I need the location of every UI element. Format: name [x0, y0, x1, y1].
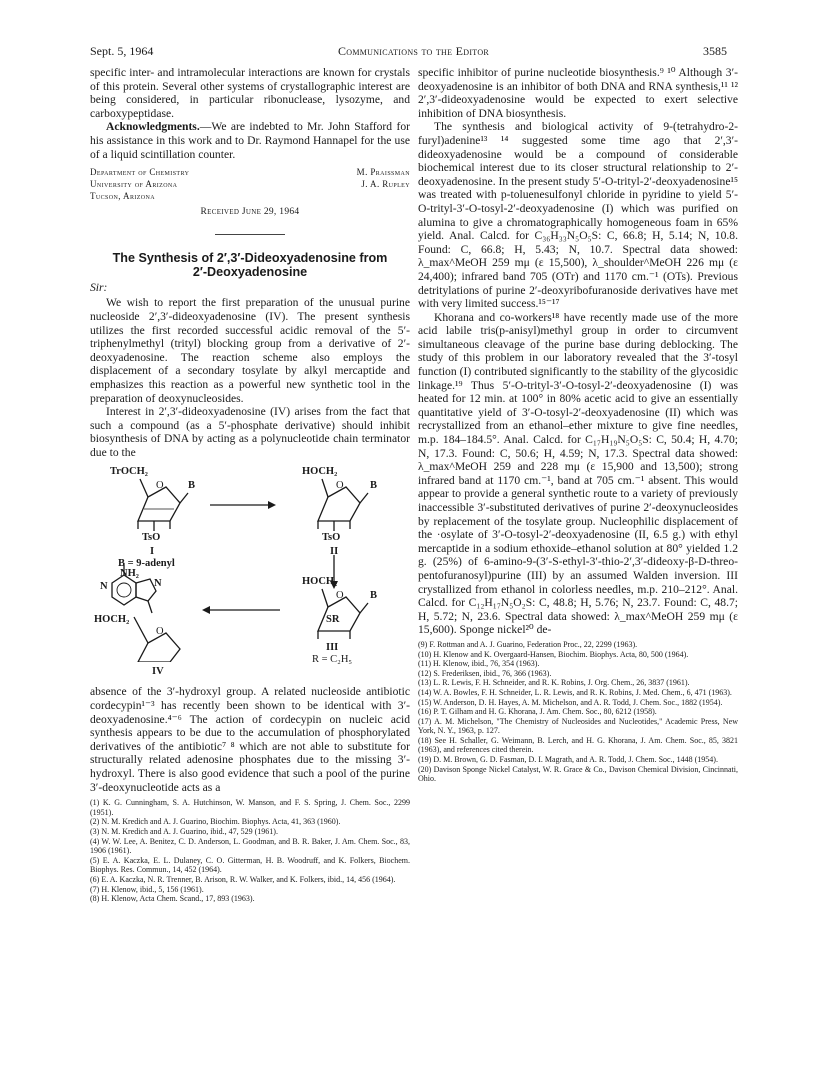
reference-item: (19) D. M. Brown, G. D. Fasman, D. I. Magrath, and A. R. Todd, J. Chem. Soc., 1448 (1954). — [418, 755, 718, 765]
compound-II-substituent: HOCH₂ — [302, 466, 338, 478]
reference-item: (20) Davison Sponge Nickel Catalyst, W. R. Grace & Co., Davison Chemical Division, Cincinnati, Ohio. — [418, 764, 738, 784]
body-paragraph: specific inhibitor of purine nucleotide biosynthesis.⁹ ¹⁰ Although 3′-deoxyadenosine is an inhibitor of both DNA and RNA synthesis,¹¹ ¹² 2′,3′-dideoxyadenosine would be expected to exert selective inhibition of DNA biosynthesis. — [418, 66, 738, 120]
ring-nitrogen-label: N — [154, 578, 162, 590]
reference-item: (3) N. M. Kredich and A. J. Guarino, ibid., 47, 529 (1961). — [90, 827, 278, 836]
compound-IV-caption — [90, 665, 410, 677]
reference-item: (5) E. A. Kaczka, E. L. Dulaney, C. O. Gitterman, H. B. Woodruff, and K. Folkers, Biochem. Biophys. Res. Commun., 14, 452 (1964). — [90, 855, 410, 875]
header-section-title: Communications to the Editor — [337, 44, 490, 58]
article-title — [90, 251, 410, 279]
reference-item: (7) H. Klenow, ibid., 5, 156 (1961). — [90, 884, 204, 894]
compound-IV-substituent: HOCH₂ — [94, 614, 130, 626]
base-definition: B = 9-adenyl — [118, 558, 175, 570]
ring-oxygen-label: O — [336, 590, 344, 602]
ring-oxygen-label: O — [156, 626, 164, 638]
base-label: B — [188, 480, 196, 492]
ring-oxygen-label: O — [336, 480, 344, 492]
acknowledgments-text: —We are indebted to Mr. John Stafford for his assistance in this work and to Dr. Raymond Hannapel for the use of a liquid scintillation counter. — [90, 120, 410, 161]
reference-item: (12) S. Frederiksen, ibid., 76, 366 (1963). — [418, 668, 552, 678]
reference-item: (14) W. A. Bowles, F. H. Schneider, L. R. Lewis, and R. K. Robins, J. Med. Chem., 6, 471 (1963). — [418, 687, 732, 697]
reference-item: (10) H. Klenow and K. Overgaard-Hansen, Biochim. Biophys. Acta, 80, 500 (1964). — [418, 649, 689, 659]
footnotes-left — [90, 798, 410, 904]
affiliation-line: Department of Chemistry — [90, 167, 190, 178]
footnotes-right — [418, 640, 738, 784]
left-column — [90, 66, 410, 904]
compound-number-I: I — [150, 546, 155, 558]
ring-nitrogen-label: N — [100, 581, 108, 593]
thioether-label: SR — [326, 614, 340, 626]
tosyloxy-label: TsO — [322, 532, 341, 544]
header-date: Sept. 5, 1964 — [90, 44, 154, 58]
reference-item: (4) W. W. Lee, A. Benitez, C. D. Anderson, L. Goodman, and B. R. Baker, J. Am. Chem. Soc., 83, 1906 (1961). — [90, 836, 410, 856]
tosyloxy-label: TsO — [142, 532, 161, 544]
base-label: B — [370, 590, 378, 602]
compound-I-substituent: TrOCH₂ — [110, 466, 148, 478]
body-paragraph: We wish to report the first preparation of the unusual purine nucleoside 2′,3′-dideoxyadenosine (IV). The present synthesis utilizes the first recorded successful acidic removal of the 5′-triphenylmethyl (trityl) blocking group from a derivative of 2′-deoxyadenosine. The reaction scheme also employs the displacement of a secondary tosylate by alkyl mercaptide and emphasizes this reaction as a powerful new synthetic tool in the preparation of deoxynucleosides. — [90, 296, 410, 405]
received-date: Received June 29, 1964 — [200, 207, 300, 218]
article-title-line: The Synthesis of 2′,3′-Dideoxyadenosine from — [112, 250, 388, 265]
compound-number-III: III — [326, 642, 339, 654]
reference-item: (17) A. M. Michelson, "The Chemistry of Nucleosides and Nucleotides," Academic Press, New York, N. Y., 1963, p. 127. — [418, 716, 738, 736]
reference-item: (15) W. Anderson, D. H. Hayes, A. M. Michelson, and A. R. Todd, J. Chem. Soc., 1882 (1954). — [418, 697, 723, 707]
acknowledgments — [90, 120, 410, 161]
article-title-line: 2′-Deoxyadenosine — [192, 264, 308, 279]
acknowledgments-label: Acknowledgments. — [106, 120, 200, 134]
body-paragraph: The synthesis and biological activity of 9-(tetrahydro-2-furyl)adenine¹³ ¹⁴ suggested some time ago that 2′,3′-dideoxyadenosine would be a compound of considerable biochemical interest due to its closer structural relationship to 2′-deoxyadenosine. In the present study 5′-O-trityl-2′-deoxyadenosine¹⁵ was treated with p-toluenesulfonyl chloride in pyridine to yield 5′-O-trityl-3′-O-tosyl-2′-deoxyadenosine (I) which was purified on alumina to give a chromatographically homogeneous foam in 65% yield. Anal. Calcd. for C₃₆H₃₃N₅O₅S: C, 66.8; H, 5.14; N, 10.8. Found: C, 66.8; H, 5.43; N, 10.7. Spectral data showed: λ_max^MeOH 259 mμ (ε 15,500), λ_shoulder^MeOH 226 mμ (ε 24,400); infrared band 705 (OTr) and 1170 cm.⁻¹ (OTs). Previous detritylations of purine 2′-deoxyribofuranoside derivatives have met with very limited success.¹⁵⁻¹⁷ — [418, 120, 738, 311]
ring-oxygen-label: O — [156, 480, 164, 492]
section-divider — [215, 234, 285, 235]
compound-number-II: II — [330, 546, 339, 558]
affiliation-block — [90, 166, 410, 202]
body-paragraph: Khorana and co-workers¹⁸ have recently made use of the more acid labile tris(p-anisyl)methyl group in order to circumvent simultaneous cleavage of the purine base during deblocking. The study of this problem in our laboratory revealed that the 3′-tosyl function (I) contributed significantly to the stability of the glycosidic linkage.¹⁹ Thus 5′-O-trityl-3′-O-tosyl-2′-deoxyadenosine (I) was heated for 12 min. at 100° in 80% acetic acid to give an essentially quantitative yield of 3′-O-tosyl-2′-deoxyadenosine (II) which was recrystallized from an ethanol–ether mixture to give fine needles, m.p. 184–184.5°. Anal. Calcd. for C₁₇H₁₉N₅O₅S: C, 50.4; H, 4.70; N, 17.3. Found: C, 50.6; H, 4.59; N, 17.3. Spectral data showed: λ_max^MeOH 259 and 228 mμ (ε 15,900 and 13,500); strong infrared band at 1170 cm.⁻¹, band at 705 cm.⁻¹ absent. This would appear to provide a general synthetic route to a variety of previously inaccessible 3′-substituted derivatives of purine 2′-deoxynucleosides by replacement of the tosylate group. Nucleophilic displacement of the ·osylate of 3′-O-tosyl-2′-deoxyadenosine (II, 6.5 g.) with ethyl mercaptide in a sodium ethoxide–ethanol solution at 80° yielded 1.2 g. (25%) of 6-amino-9-(3′-S-ethyl-3′-thio-2′,3′-dideoxy-β-D-threo-pentofuranosyl)purine (III) by an assumed Walden inversion. III crystallized from ethanol in colorless needles, m.p. 210–212°. Anal. Calcd. for C₁₂H₁₇N₅O₂S: C, 48.8; H, 5.76; N, 23.7. Found: C, 48.7; H, 5.72; N, 23.6. Spectral data showed: λ_max^MeOH 259 mμ (ε 15,600). Sponge nickel²⁰ de- — [418, 310, 738, 637]
salutation: Sir: — [90, 280, 108, 294]
body-paragraph: Interest in 2′,3′-dideoxyadenosine (IV) arises from the fact that such a compound (as a 5′-phosphate derivative) should inhibit biosynthesis of DNA by acting as a polynucleotide chain terminator due to the — [90, 405, 410, 459]
header-page-number: 3585 — [703, 44, 727, 58]
reference-item: (9) F. Rottman and A. J. Guarino, Federation Proc., 22, 2299 (1963). — [418, 639, 638, 649]
reaction-scheme — [90, 465, 410, 666]
reference-item: (18) See H. Schaller, G. Weimann, B. Lerch, and H. G. Khorana, J. Am. Chem. Soc., 85, 3821 (1963), and references cited therein. — [418, 735, 738, 755]
reference-item: (1) K. G. Cunningham, S. A. Hutchinson, W. Manson, and F. S. Spring, J. Chem. Soc., 2299 (1951). — [90, 798, 410, 817]
reference-item: (13) L. R. Lewis, F. H. Schneider, and R. K. Robins, J. Org. Chem., 26, 3837 (1961). — [418, 678, 690, 688]
right-column — [418, 66, 738, 784]
affiliation-line: University of Arizona — [90, 179, 178, 190]
reference-item: (6) E. A. Kaczka, N. R. Trenner, B. Arison, R. W. Walker, and K. Folkers, ibid., 14, 456 (1964). — [90, 874, 396, 884]
r-group-definition: R = C₂H₅ — [312, 654, 353, 666]
base-label: B — [370, 480, 378, 492]
reference-item: (16) P. T. Gilham and H. G. Khorana, J. Am. Chem. Soc., 80, 6212 (1958). — [418, 707, 657, 717]
reference-item: (8) H. Klenow, Acta Chem. Scand., 17, 893 (1963). — [90, 894, 255, 904]
reference-item: (11) H. Klenow, ibid., 76, 354 (1963). — [418, 659, 540, 669]
previous-article-continuation: specific inter- and intramolecular interactions are known for crystals of this protein. Several other systems of crystallographic interest are being considered, in particular ribonuclease, lysozyme, and carboxypeptidase. — [90, 66, 410, 120]
affiliation-line: Tucson, Arizona — [90, 191, 156, 202]
body-paragraph: absence of the 3′-hydroxyl group. A related nucleoside antibiotic cordecypin¹⁻³ has recently been shown to be identical with 3′-deoxyadenosine.⁴⁻⁶ The action of cordecypin on nucleic acid synthesis appears to be due to the accumulation of phosphorylated derivatives of the antibiotic⁷ ⁸ which are not able to substitute for structurally related adenosine phosphates due to the missing 3′-hydroxyl. There is also good evidence that such a pool of the purine 3′-deoxynucleotide acts as a — [90, 685, 410, 794]
amino-group-label: NH₂ — [120, 568, 139, 580]
compound-III-substituent: HOCH₂ — [302, 576, 338, 588]
adenine-five-ring — [136, 579, 156, 601]
reference-item: (2) N. M. Kredich and A. J. Guarino, Biochim. Biophys. Acta, 41, 363 (1960). — [90, 817, 341, 827]
compound-number-IV: IV — [152, 666, 164, 678]
author-name: J. A. Rupley — [361, 179, 410, 190]
author-name: M. Praissman — [356, 167, 410, 178]
